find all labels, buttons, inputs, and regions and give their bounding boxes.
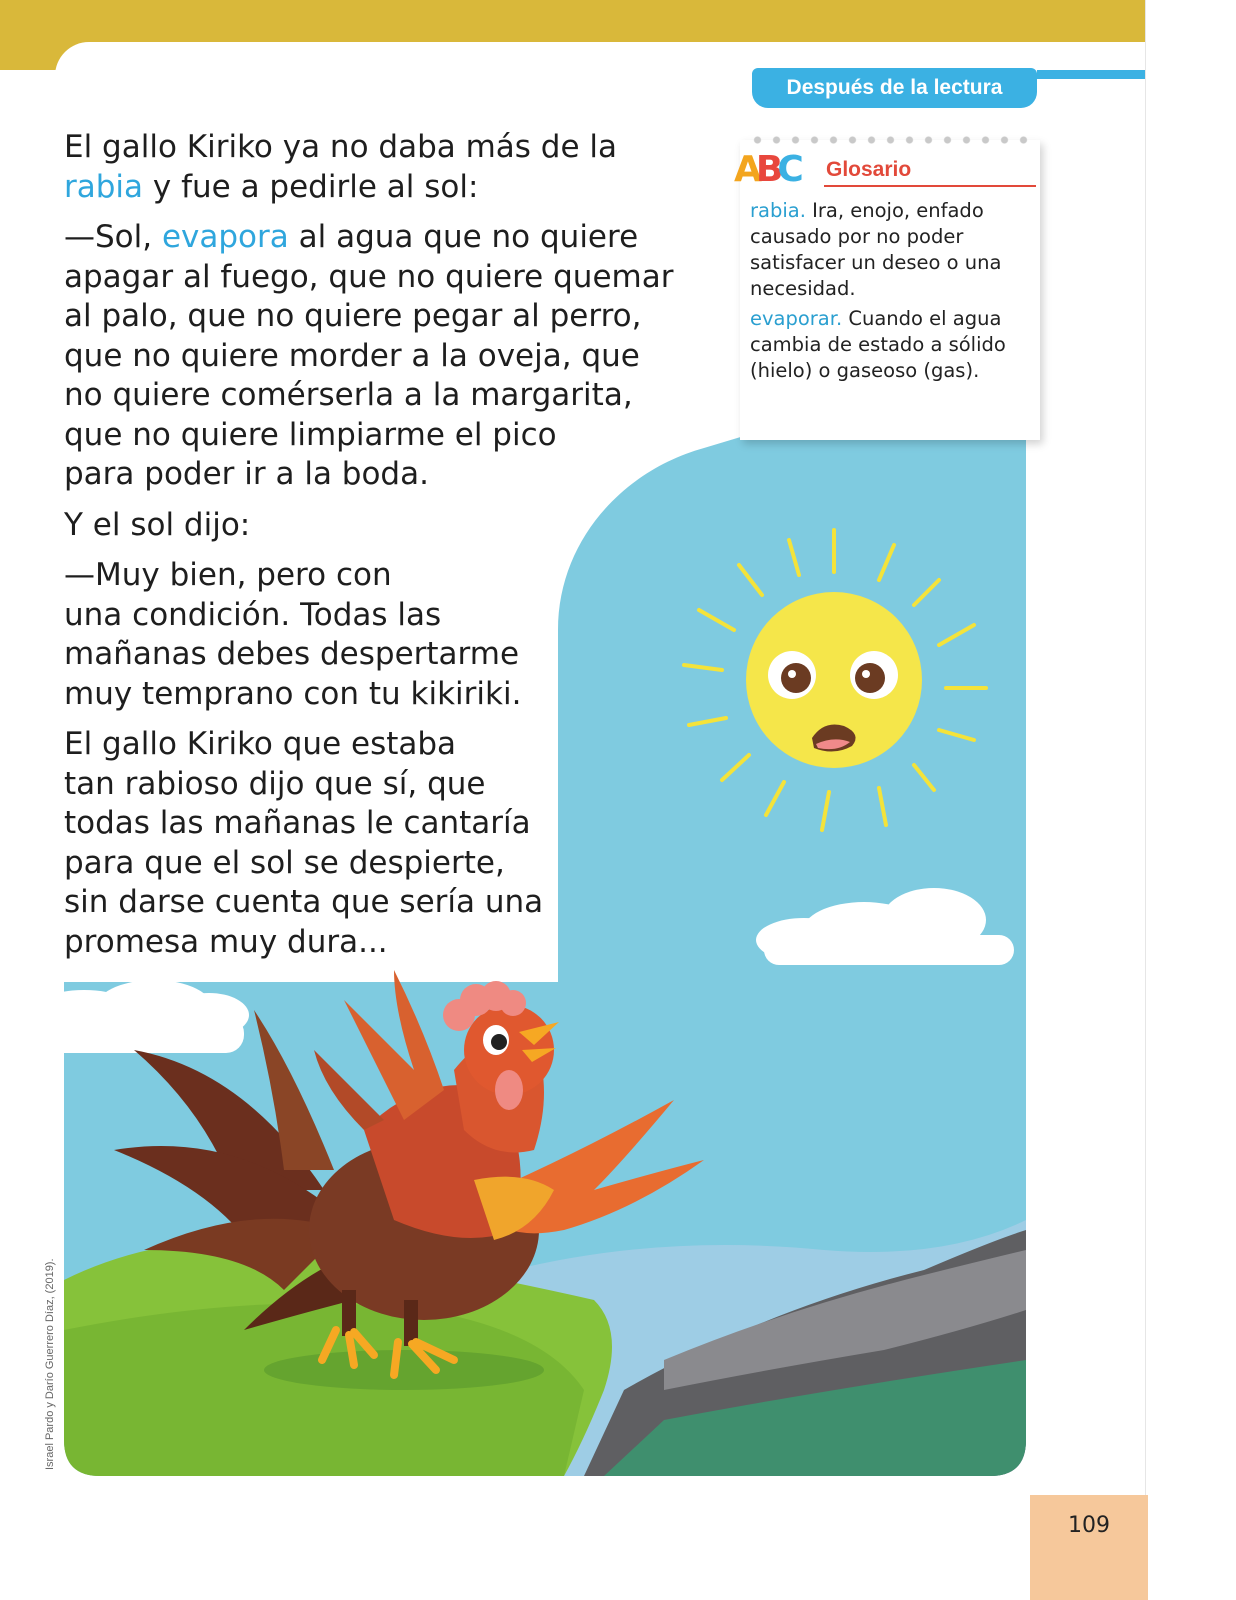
page-number: 109: [1030, 1495, 1148, 1600]
abc-icon: ABC: [734, 149, 798, 190]
page-right-margin: [1145, 0, 1236, 1600]
story-text: [64, 128, 704, 973]
glossary-entry-evaporar: evaporar. Cuando el agua cambia de estado a sólido (hielo) o gaseoso (gas).: [750, 307, 1006, 382]
illustration-credit: Israel Pardo y Darío Guerrero Díaz, (2019).: [44, 1258, 56, 1470]
glossary-entry-rabia: rabia. Ira, enojo, enfado causado por no poder satisfacer un deseo o una necesidad.: [750, 199, 1002, 300]
glossary-box: [734, 140, 1040, 440]
glossary-term-rabia: rabia: [64, 168, 144, 205]
glossary-title-underline: [824, 185, 1036, 187]
story-paragraph-3: Y el sol dijo:: [64, 506, 251, 543]
spiral-binding: [748, 134, 1036, 146]
glossary-title: Glosario: [826, 158, 912, 181]
story-paragraph-2: —Sol, evapora al agua que no quiere apagar al fuego, que no quiere quemar al palo, que no quiere pegar al perro, que no quiere morder a la oveja, que no quiere comérserla a la margarita, que no quiere limpiarme el pico para poder ir a la boda.: [64, 219, 674, 492]
section-tab-line: [1037, 70, 1145, 79]
glossary-term-evapora: evapora: [161, 219, 289, 255]
section-tab: Después de la lectura: [752, 68, 1037, 108]
story-paragraph-4: —Muy bien, pero con una condición. Todas las mañanas debes despertarme muy temprano con tu kikiriki.: [64, 557, 522, 712]
story-paragraph-1: El gallo Kiriko ya no daba más de la rabia y fue a pedirle al sol:: [64, 129, 618, 205]
story-paragraph-5: El gallo Kiriko que estaba tan rabioso dijo que sí, que todas las mañanas le cantaría para que el sol se despierte, sin darse cuenta que sería una promesa muy dura...: [64, 726, 544, 960]
glossary-entries: [750, 198, 1030, 388]
